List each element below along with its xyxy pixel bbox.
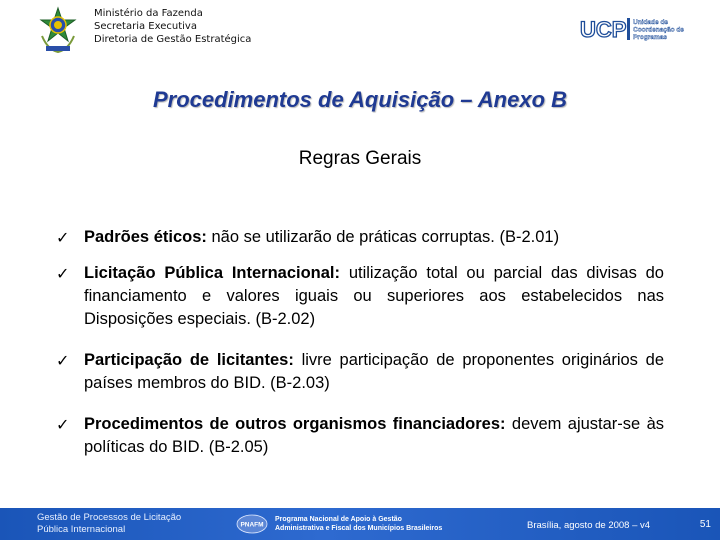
ucp-logo	[578, 16, 688, 42]
footer-line: Gestão de Processos de Licitação	[37, 512, 182, 523]
ministry-text	[94, 7, 251, 46]
bullet-term: Procedimentos de outros organismos financiadores:	[84, 415, 506, 433]
slide-subtitle: Regras Gerais	[298, 148, 422, 169]
bullet-item	[56, 262, 664, 331]
ucp-tagline: Programas	[633, 34, 667, 41]
checkmark-icon: ✓	[56, 228, 70, 247]
ucp-tagline: Unidade de	[633, 19, 669, 26]
bullet-term: Padrões éticos:	[84, 228, 207, 246]
pnafm-logo-text: PNAFM	[240, 521, 264, 529]
footer-program-line: Administrativa e Fiscal dos Municípios Brasileiros	[275, 525, 443, 532]
slide-title: Procedimentos de Aquisição – Anexo B	[152, 87, 568, 112]
bullet-item	[56, 413, 664, 459]
footer-program	[275, 515, 442, 533]
checkmark-icon: ✓	[56, 264, 70, 283]
bullet-item	[56, 226, 664, 249]
footer-line: Pública Internacional	[37, 524, 126, 535]
slide-header	[0, 0, 720, 62]
slide-footer	[0, 508, 720, 540]
bullet-item	[56, 349, 664, 395]
ucp-acronym: UCP	[580, 17, 627, 42]
bullet-term: Participação de licitantes:	[84, 351, 294, 369]
coat-of-arms-icon	[36, 6, 80, 54]
bullet-list	[56, 226, 664, 459]
bullet-term: Licitação Pública Internacional:	[84, 264, 341, 282]
bullet-text: não se utilizarão de práticas corruptas. (B-2.01)	[206, 228, 560, 246]
ministry-line: Ministério da Fazenda	[94, 8, 203, 19]
ucp-tagline: Coordenação de	[633, 26, 684, 34]
bullet-text: livre participação de proponentes originários de países membros do BID. (B-2.03)	[84, 351, 664, 392]
pnafm-logo-icon	[236, 514, 268, 534]
footer-date: Brasília, agosto de 2008 – v4	[527, 520, 651, 531]
bullet-text: utilização total ou parcial das divisas do financiamento e valores iguais ou superiores aos estabelecidos nas Disposições especiais. (B-2.02)	[84, 264, 664, 328]
page-number: 51	[699, 519, 711, 530]
ministry-line: Diretoria de Gestão Estratégica	[94, 34, 252, 45]
footer-program-line: Programa Nacional de Apoio à Gestão	[275, 516, 402, 523]
ministry-line: Secretaria Executiva	[94, 21, 197, 32]
checkmark-icon: ✓	[56, 415, 70, 434]
footer-course-title	[37, 512, 181, 536]
bullet-text: devem ajustar-se às políticas do BID. (B-2.05)	[84, 415, 665, 456]
checkmark-icon: ✓	[56, 351, 70, 370]
